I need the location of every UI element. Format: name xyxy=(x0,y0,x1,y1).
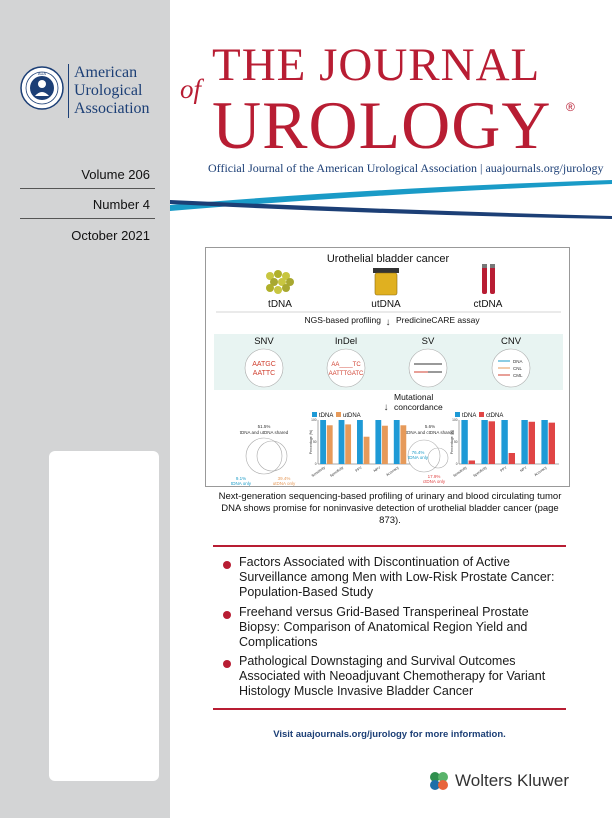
bar xyxy=(469,460,475,464)
bar xyxy=(327,425,333,464)
bar xyxy=(509,453,515,464)
assay-label: PredicineCARE assay xyxy=(396,315,480,325)
number-label: Number 4 xyxy=(92,197,150,212)
cover-caption: Next-generation sequencing-based profiling of urinary and blood circulating tumor DNA shows promise for noninvasive detection of urothelial bladder cancer (page 873). xyxy=(218,491,562,526)
bar xyxy=(400,425,406,464)
venn-only-pct: 39.4% xyxy=(277,476,291,481)
venn-shared-label: tDNA and ctDNA shared xyxy=(405,430,455,435)
bar xyxy=(549,423,555,464)
venn-only-pct: 17.9% xyxy=(427,474,441,479)
venn-circle xyxy=(428,448,448,468)
sample-label: tDNA xyxy=(268,299,292,310)
cover-sidebar xyxy=(0,0,170,818)
toc-item[interactable] xyxy=(223,654,568,699)
bar xyxy=(375,420,381,464)
y-tick-label: 100 xyxy=(311,418,317,423)
abstract-figure xyxy=(206,248,571,488)
toc-top-rule xyxy=(213,545,566,547)
visit-link[interactable]: Visit auajournals.org/jurology for more information. xyxy=(273,729,506,740)
decorative-swoosh xyxy=(170,180,612,230)
snv-circle xyxy=(245,349,283,387)
x-tick-label: NPV xyxy=(372,465,382,473)
toc-item[interactable] xyxy=(223,605,568,650)
bar xyxy=(394,420,400,464)
x-tick-label: Accuracy xyxy=(385,465,400,478)
sample-label: utDNA xyxy=(371,299,401,310)
bar xyxy=(501,420,507,464)
venn-shared-label: tDNA and utDNA shared xyxy=(239,430,289,435)
blood-tubes-icon xyxy=(482,264,495,294)
registered-mark: ® xyxy=(566,100,575,114)
legend-label: ctDNA xyxy=(486,413,504,419)
indel-sequence: AA____TC xyxy=(331,362,361,368)
legend-swatch xyxy=(455,412,460,417)
venn-only-label: ctDNA only xyxy=(422,479,446,484)
concordance-chart-utdna xyxy=(309,418,410,478)
legend-label: utDNA xyxy=(343,413,361,419)
bullet-icon xyxy=(223,561,231,569)
meta-divider xyxy=(20,218,155,219)
snv-sequence: AATGC xyxy=(252,361,276,368)
journal-title-bottom: UROLOGY xyxy=(212,87,552,163)
bullet-icon xyxy=(223,660,231,668)
journal-title-of: of xyxy=(180,74,202,104)
bar xyxy=(339,420,345,464)
variant-label: SNV xyxy=(254,336,274,347)
venn-shared-pct: 51.5% xyxy=(257,424,271,429)
legend-swatch xyxy=(336,412,341,417)
association-line-1: American xyxy=(74,64,138,81)
svg-text:AUA: AUA xyxy=(37,71,47,76)
journal-title-top: THE JOURNAL xyxy=(212,39,541,91)
journal-tagline: Official Journal of the American Urological Association | auajournals.org/jurology xyxy=(208,161,604,175)
concordance-label: Mutational xyxy=(394,392,434,402)
blank-panel xyxy=(49,451,159,781)
x-tick-label: NPV xyxy=(519,465,528,473)
indel-sequence: AATTTGATC xyxy=(328,371,364,377)
bar xyxy=(541,420,547,464)
bar xyxy=(521,420,527,464)
toc-item-title[interactable]: Freehand versus Grid-Based Transperineal Prostate Biopsy: Comparison of Anatomical Region Yield and Complications xyxy=(239,605,529,649)
y-tick-label: 100 xyxy=(452,418,458,423)
aua-seal-icon xyxy=(20,66,64,110)
venn-circle xyxy=(257,441,287,471)
bar xyxy=(364,437,370,464)
y-tick-label: 50 xyxy=(312,440,317,445)
volume-label: Volume 206 xyxy=(81,167,150,182)
down-arrow-icon: ↓ xyxy=(385,317,391,328)
cnv-label: CML xyxy=(513,373,523,378)
y-tick-label: 0 xyxy=(455,462,458,467)
sample-label: ctDNA xyxy=(473,299,503,310)
cnv-label: DNA xyxy=(513,359,523,364)
variant-label: SV xyxy=(421,336,435,347)
x-tick-label: Accuracy xyxy=(533,465,548,478)
x-tick-label: Sensitivity xyxy=(452,465,468,478)
venn-shared-pct: 5.6% xyxy=(424,424,436,429)
venn-only-pct: 9.1% xyxy=(235,476,247,481)
issue-date: October 2021 xyxy=(71,228,150,243)
legend-swatch xyxy=(312,412,317,417)
toc-item-title[interactable]: Factors Associated with Discontinuation of Active Surveillance among Men with Low-Risk Prostate Cancer: Population-Based Study xyxy=(239,555,555,599)
legend-swatch xyxy=(479,412,484,417)
y-axis-label: Percentage (%) xyxy=(450,429,454,455)
graphical-abstract xyxy=(205,247,570,487)
venn-only-label: tDNA only xyxy=(407,455,429,460)
association-name xyxy=(74,64,150,118)
bar xyxy=(345,424,351,464)
bar xyxy=(461,420,467,464)
toc-item-title[interactable]: Pathological Downstaging and Survival Outcomes Associated with Neoadjuvant Chemotherapy for Variant Histology Muscle Invasive Bladder Cancer xyxy=(239,654,546,698)
down-arrow-icon: ↓ xyxy=(383,402,389,413)
indel-circle xyxy=(327,349,365,387)
publisher-name: Wolters Kluwer xyxy=(455,771,569,790)
cells-icon xyxy=(266,270,294,294)
concordance-label: concordance xyxy=(394,402,443,412)
meta-divider xyxy=(20,188,155,189)
wolters-kluwer-logo-icon xyxy=(428,770,450,792)
bar xyxy=(382,426,388,464)
association-line-2: Urological xyxy=(74,82,143,99)
bar xyxy=(489,421,495,464)
venn-only-pct: 76.4% xyxy=(411,450,425,455)
urine-cup-icon xyxy=(373,268,399,295)
toc-bottom-rule xyxy=(213,708,566,710)
profiling-label: NGS-based profiling xyxy=(304,315,381,325)
cnv-circle xyxy=(492,349,530,387)
x-tick-label: PPV xyxy=(499,465,508,473)
y-axis-label: Percentage (%) xyxy=(309,429,313,455)
bar xyxy=(357,420,363,464)
variant-label: CNV xyxy=(500,336,522,347)
legend-label: tDNA xyxy=(319,413,334,419)
x-tick-label: Sensitivity xyxy=(310,465,326,478)
concordance-chart-ctdna xyxy=(450,418,559,478)
legend-label: tDNA xyxy=(462,413,477,419)
cnv-label: CNL xyxy=(513,366,523,371)
y-tick-label: 50 xyxy=(453,440,458,445)
variant-label: InDel xyxy=(334,336,358,347)
bullet-icon xyxy=(223,611,231,619)
association-line-3: Association xyxy=(74,100,150,117)
x-tick-label: Specificity xyxy=(329,465,345,478)
snv-sequence: AATTC xyxy=(252,370,276,377)
bar xyxy=(481,420,487,464)
sv-circle xyxy=(409,349,447,387)
x-tick-label: PPV xyxy=(354,465,363,473)
logo-divider xyxy=(68,64,69,118)
x-tick-label: Specificity xyxy=(472,465,488,478)
bar xyxy=(529,422,535,464)
bar xyxy=(320,420,326,464)
venn-only-label: utDNA only xyxy=(272,481,296,486)
y-tick-label: 0 xyxy=(314,462,317,467)
venn-only-label: tDNA only xyxy=(230,481,252,486)
abstract-title: Urothelial bladder cancer xyxy=(326,253,450,265)
toc-item[interactable] xyxy=(223,555,568,600)
